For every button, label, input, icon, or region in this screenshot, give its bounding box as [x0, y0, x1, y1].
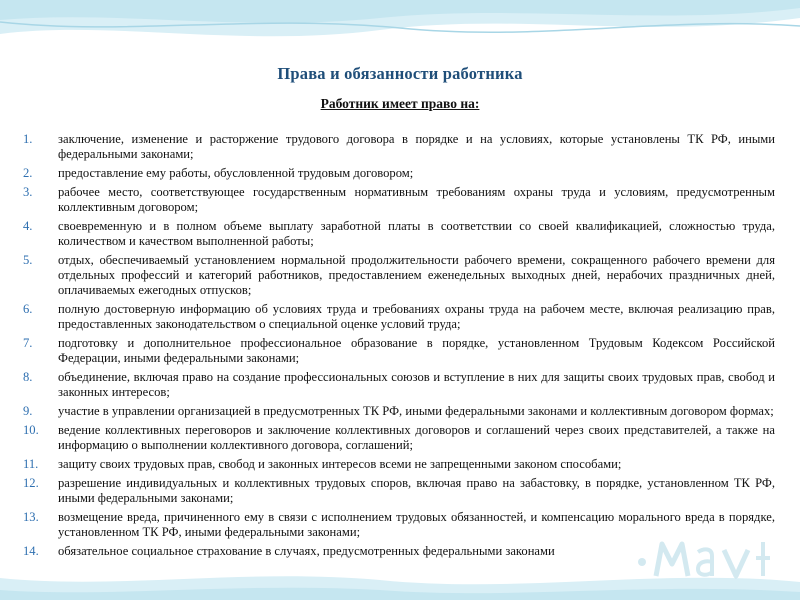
list-item-text: предоставление ему работы, обусловленной трудовым договором; [58, 165, 414, 180]
rights-list [0, 132, 775, 563]
list-item-text: подготовку и дополнительное профессиональное образование в порядке, установленном Трудовым Кодексом Российской Федерации, иными федеральными законами; [58, 335, 775, 365]
list-item [0, 423, 775, 453]
list-item-number: 3. [23, 185, 33, 200]
list-item [0, 302, 775, 332]
list-item [0, 219, 775, 249]
watermark-logo [628, 532, 778, 582]
list-item [0, 404, 775, 419]
list-item-number: 9. [23, 403, 33, 418]
list-item-text: заключение, изменение и расторжение трудового договора в порядке и на условиях, которые установлены ТК РФ, иными федеральными законами; [58, 132, 775, 161]
list-item-text: отдых, обеспечиваемый установлением нормальной продолжительности рабочего времени, сокращенного рабочего времени для отдельных профессий и категорий работников, предоставлением еженедельных выходных дней, нерабочих праздничных дней, оплачиваемых ежегодных отпусков; [58, 253, 775, 297]
list-item-text: возмещение вреда, причиненного ему в связи с исполнением трудовых обязанностей, и компенсацию морального вреда в порядке, установленном ТК РФ, иными федеральными законами; [58, 510, 775, 540]
list-item-number: 8. [23, 369, 33, 384]
list-item-number: 1. [23, 132, 33, 146]
list-item-text: ведение коллективных переговоров и заключение коллективных договоров и соглашений через своих представителей, а также на информацию о выполнении коллективного договора, соглашений; [58, 423, 775, 452]
list-item-text: рабочее место, соответствующее государственным нормативным требованиям охраны труда и условиям, предусмотренным коллективным договором; [58, 185, 775, 214]
slide-title: Права и обязанности работника [277, 64, 523, 83]
list-item-number: 11. [23, 457, 39, 472]
list-item [0, 370, 775, 400]
list-item-number: 7. [23, 335, 33, 350]
list-item-number: 12. [23, 476, 39, 491]
list-item [0, 457, 775, 472]
list-item-text: объединение, включая право на создание профессиональных союзов и вступление в них для защиты своих трудовых прав, свобод и законных интересов; [58, 369, 775, 399]
list-item [0, 185, 775, 215]
list-item [0, 476, 775, 506]
list-item-text: обязательное социальное страхование в случаях, предусмотренных федеральными законами [58, 544, 555, 559]
list-item-number: 5. [23, 253, 33, 268]
slide-subtitle: Работник имеет право на: [320, 96, 480, 111]
list-item [0, 253, 775, 297]
list-item-number: 10. [23, 423, 39, 438]
list-item-text: участие в управлении организацией в предусмотренных ТК РФ, иными федеральными законами и коллективным договором формах; [58, 403, 774, 418]
list-item [0, 166, 775, 181]
list-item [0, 132, 775, 162]
list-item-number: 14. [23, 544, 39, 559]
list-item-text: полную достоверную информацию об условиях труда и требованиях охраны труда на рабочем месте, включая реализацию прав, предоставленных законодательством о специальной оценке условий труда; [58, 301, 775, 331]
list-item-number: 6. [23, 301, 33, 316]
list-item-text: своевременную и в полном объеме выплату заработной платы в соответствии со своей квалификацией, сложностью труда, количеством и качеством выполненной работы; [58, 219, 775, 248]
list-item-number: 13. [23, 510, 39, 525]
list-item-number: 2. [23, 165, 33, 180]
list-item-number: 4. [23, 219, 33, 234]
list-item-text: защиту своих трудовых прав, свобод и законных интересов всеми не запрещенными законом способами; [58, 457, 622, 472]
list-item [0, 336, 775, 366]
list-item-text: разрешение индивидуальных и коллективных трудовых споров, включая право на забастовку, в порядке, установленном ТК РФ, иными федеральными законами; [58, 476, 775, 506]
